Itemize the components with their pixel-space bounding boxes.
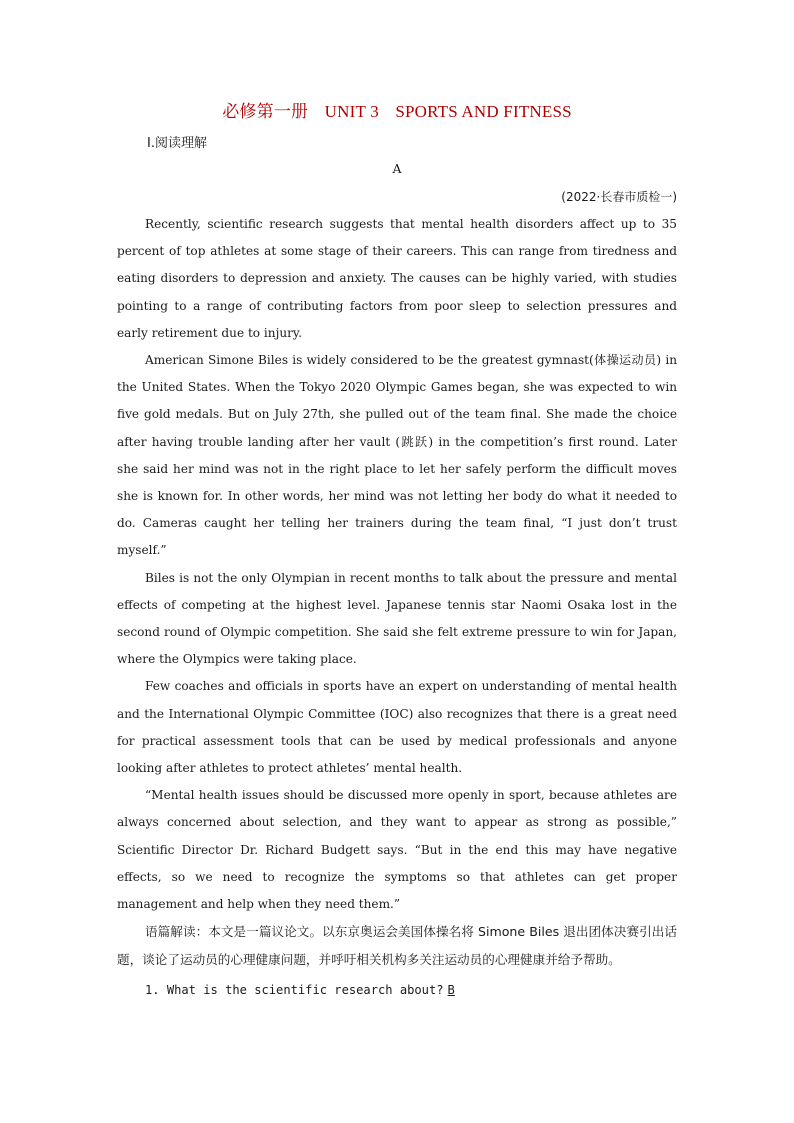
page-title [0,97,794,122]
title-book: 必修第一册 [222,102,309,121]
passage-label: A [392,161,402,176]
paragraph-5: “Mental health issues should be discussed more openly in sport, because athletes are always concerned about selection, and they want to appear as strong as possible,” Scientific Director Dr. Richard Budgett says. “But in the end this may have negative effects, so we need to recognize the symptoms so that athletes can get proper management and help when they need them.” [117,788,677,912]
paragraph-1: Recently, scientific research suggests that mental health disorders affect up to 35 percent of top athletes at some stage of their careers. This can range from tiredness and eating disorders to depression and anxiety. The causes can be highly varied, with studies pointing to a range of contributing factors from poor sleep to selection pressures and early retirement due to injury. [117,217,677,340]
paragraph-2: American Simone Biles is widely considered to be the greatest gymnast(体操运动员) in the United States. When the Tokyo 2020 Olympic Games began, she was expected to win five gold medals. But on July 27th, she pulled out of the team final. She made the choice after having trouble landing after her vault (跳跃) in the competition’s first round. Later she said her mind was not in the right place to let her safely perform the difficult moves she is known for. In other words, her mind was not letting her body do what it needed to do. Cameras caught her telling her trainers during the team final, “I just don’t trust myself.” [117,353,677,558]
answer-blank: B [447,983,455,998]
question-1 [117,977,677,1004]
title-topic: SPORTS AND FITNESS [395,102,572,121]
section-heading: Ⅰ.阅读理解 [147,136,207,151]
source-citation: (2022·长春市质检一) [561,190,677,204]
title-unit: UNIT 3 [324,102,379,121]
question-text: 1. What is the scientific research about? [145,983,444,998]
passage-body [117,211,677,1004]
paragraph-3: Biles is not the only Olympian in recent months to talk about the pressure and mental effects of competing at the highest level. Japanese tennis star Naomi Osaka lost in the second round of Olympic competition. She said she felt extreme pressure to win for Japan, where the Olympics were taking place. [117,570,677,667]
paragraph-4: Few coaches and officials in sports have an expert on understanding of mental health and the International Olympic Committee (IOC) also recognizes that there is a great need for practical assessment tools that can be used by medical professionals and anyone looking after athletes to protect athletes’ mental health. [117,679,677,776]
reading-note: 语篇解读：本文是一篇议论文。以东京奥运会美国体操名将 Simone Biles 退出团体决赛引出话题，谈论了运动员的心理健康问题，并呼吁相关机构多关注运动员的心理健康并给予帮助。 [117,924,677,967]
